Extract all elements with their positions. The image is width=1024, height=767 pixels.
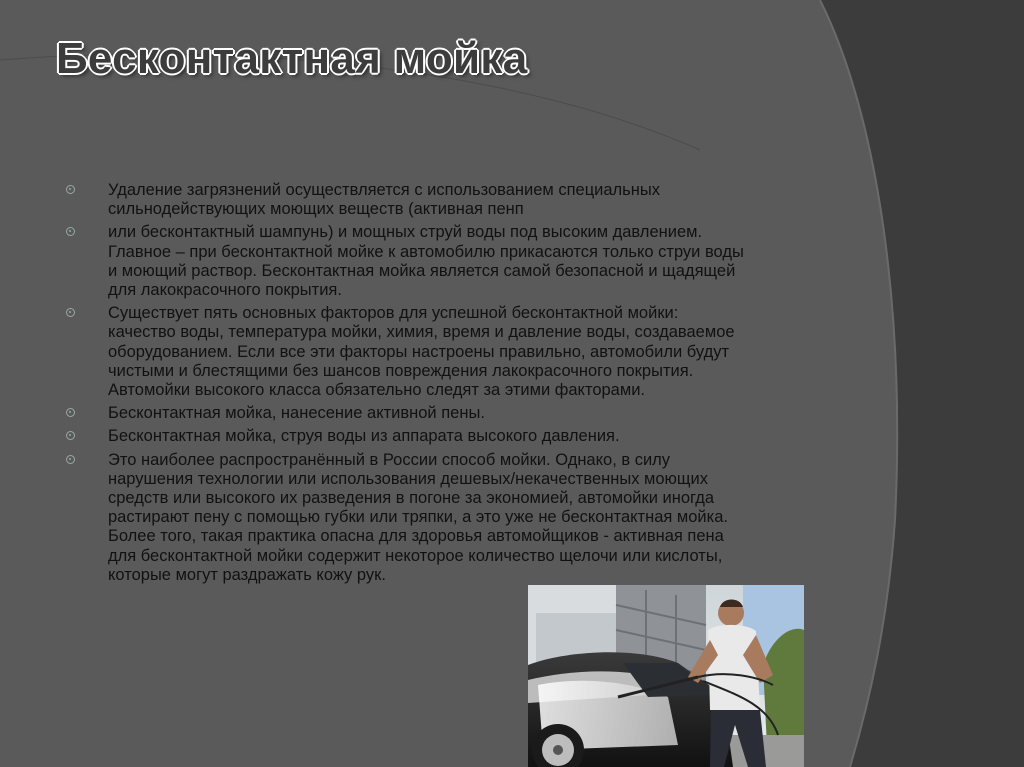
bullet-item	[64, 181, 874, 219]
bullet-icon	[66, 227, 75, 236]
bullet-text	[108, 404, 874, 423]
bullet-line: растирают пену с помощью губки или тряпки, а это уже не бесконтактная мойка.	[108, 508, 728, 527]
bullet-text	[108, 181, 874, 219]
bullet-line: качество воды, температура мойки, химия, время и давление воды, создаваемое	[108, 323, 735, 342]
bullet-line: сильнодействующих моющих веществ (активная пенп	[108, 200, 524, 219]
slide-title: Бесконтактная мойка	[56, 34, 528, 83]
bullet-text	[108, 427, 874, 446]
bullet-text	[108, 451, 874, 585]
bullet-line: Бесконтактная мойка, нанесение активной пены.	[108, 404, 485, 423]
bullet-line: или бесконтактный шампунь) и мощных струй воды под высоким давлением.	[108, 223, 703, 242]
bullet-text	[108, 304, 874, 400]
bullet-line: чистыми и блестящими без шансов повреждения лакокрасочного покрытия.	[108, 361, 694, 380]
bullet-line: Существует пять основных факторов для успешной бесконтактной мойки:	[108, 304, 679, 323]
bullet-icon	[66, 431, 75, 440]
bullet-line: Это наиболее распространённый в России способ мойки. Однако, в силу	[108, 450, 671, 469]
bullet-icon	[66, 408, 75, 417]
bullet-icon	[66, 308, 75, 317]
bullet-line: нарушения технологии или использования дешевых/некачественных моющих	[108, 469, 708, 488]
bullet-line: Главное – при бесконтактной мойке к автомобилю прикасаются только струи воды	[108, 242, 744, 261]
bullet-item	[64, 223, 874, 300]
car-wash-photo	[528, 585, 804, 767]
bullet-line: средств или высокого их разведения в погоне за экономией, автомойки иногда	[108, 489, 715, 508]
bullet-icon	[66, 455, 75, 464]
bullet-line: для лакокрасочного покрытия.	[108, 281, 342, 300]
bullet-line: Удаление загрязнений осуществляется с использованием специальных	[108, 181, 661, 199]
bullet-icon	[66, 185, 75, 194]
bullet-item	[64, 304, 874, 400]
bullet-item	[64, 451, 874, 585]
bullet-item	[64, 404, 874, 423]
bullet-line: Более того, такая практика опасна для здоровья автомойщиков - активная пена	[108, 527, 724, 546]
bullet-line: которые могут раздражать кожу рук.	[108, 565, 386, 584]
bullet-line: Бесконтактная мойка, струя воды из аппарата высокого давления.	[108, 427, 620, 446]
bullet-text	[108, 223, 874, 300]
bullet-line: для бесконтактной мойки содержит некоторое количество щелочи или кислоты,	[108, 546, 723, 565]
bullet-item	[64, 427, 874, 446]
bullet-line: Автомойки высокого класса обязательно следят за этими факторами.	[108, 381, 645, 400]
bullet-list	[64, 181, 874, 589]
bullet-line: и моющий раствор. Бесконтактная мойка является самой безопасной и щадящей	[108, 261, 736, 280]
bullet-line: оборудованием. Если все эти факторы настроены правильно, автомобили будут	[108, 342, 730, 361]
